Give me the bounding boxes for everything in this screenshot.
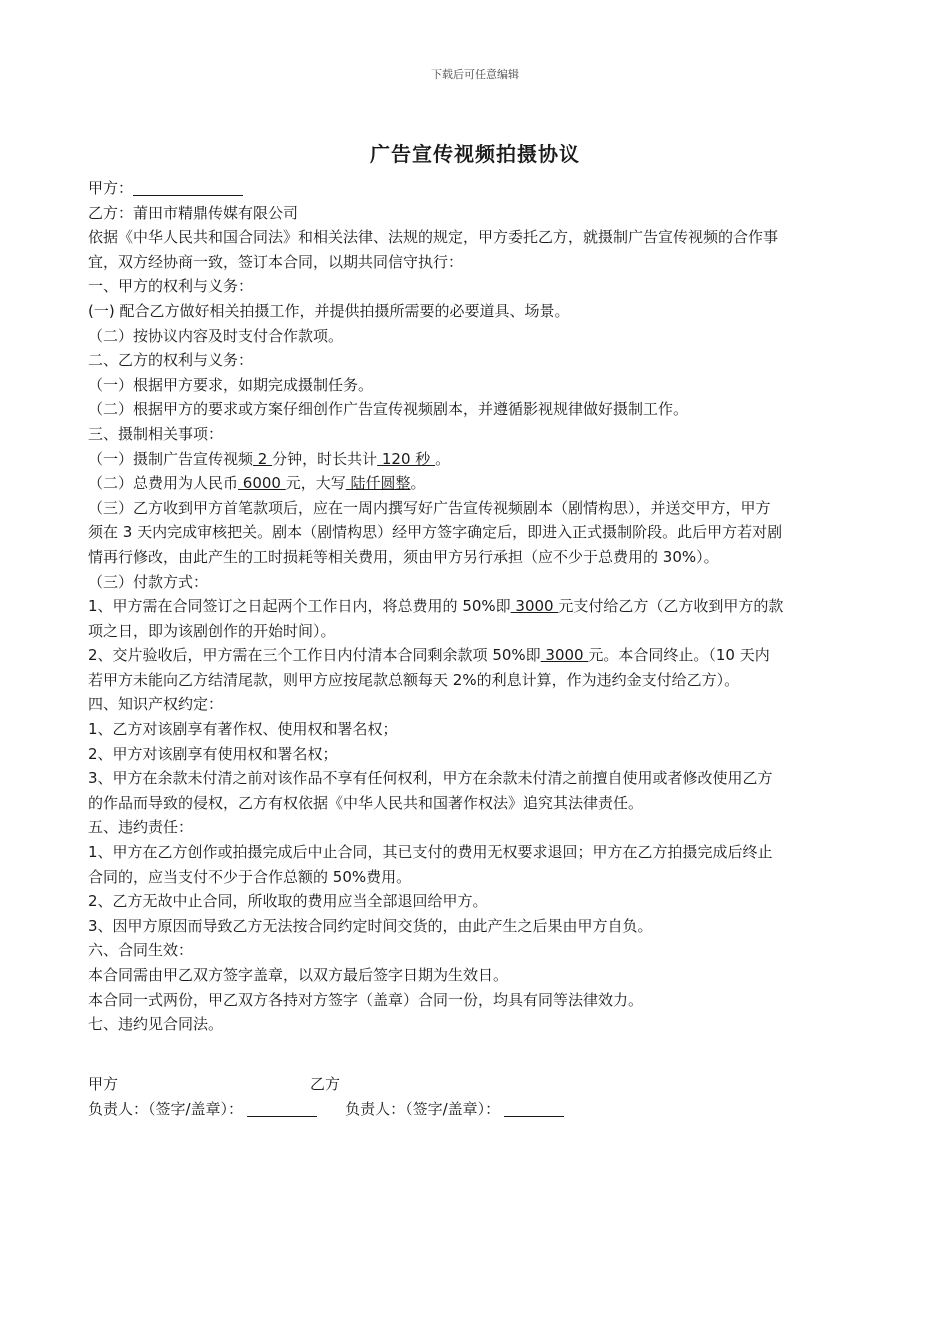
signature-persons <box>88 1097 564 1121</box>
payment-1-line-1 <box>88 594 863 619</box>
total-fee: 6000 <box>238 474 286 493</box>
text: 元，大写 <box>285 474 346 493</box>
party-a-line <box>88 176 863 201</box>
party-a-blank <box>133 179 243 196</box>
text: 1、甲方需在合同签订之日起两个工作日内，将总费用的 50%即 <box>88 597 511 616</box>
section-3-item-3-line-1: （三）乙方收到甲方首笔款项后，应在一周内撰写好广告宣传视频剧本（剧情构思），并送交甲方，甲方 <box>88 498 771 517</box>
video-duration: 120 秒 <box>377 449 436 468</box>
intro-line-1: 依据《中华人民共和国合同法》和相关法律、法规的规定，甲方委托乙方，就摄制广告宣传视频的合作事 <box>88 228 779 247</box>
section-4-title: 四、知识产权约定： <box>88 695 224 714</box>
section-2-title: 二、乙方的权利与义务： <box>88 351 254 370</box>
section-5-title: 五、违约责任： <box>88 818 194 837</box>
text: 。 <box>410 474 426 493</box>
text: （二）总费用为人民币 <box>88 474 239 493</box>
payment-2-line-2: 若甲方未能向乙方结清尾款，则甲方应按尾款总额每天 2%的利息计算，作为违约金支付给乙方）。 <box>88 670 740 689</box>
section-4-item-3-line-2: 的作品而导致的侵权，乙方有权依据《中华人民共和国著作权法》追究其法律责任。 <box>88 793 644 812</box>
payment-2-line-1 <box>88 643 863 668</box>
contract-body <box>88 176 863 1037</box>
section-3-title: 三、摄制相关事项： <box>88 424 224 443</box>
signature-party-b: 乙方 <box>310 1075 341 1093</box>
section-3-item-3-line-3: 情再行修改，由此产生的工时损耗等相关费用，须由甲方另行承担（应不少于总费用的 30%）。 <box>88 547 719 566</box>
first-payment-amount: 3000 <box>510 597 559 616</box>
section-5-item-2: 2、乙方无故中止合同，所收取的费用应当全部退回给甲方。 <box>88 892 488 911</box>
section-4-item-2: 2、甲方对该剧享有使用权和署名权； <box>88 744 338 763</box>
signature-person-a: 负责人：（签字/盖章）： <box>88 1100 244 1118</box>
signature-a-blank <box>247 1100 317 1117</box>
section-3-item-1 <box>88 447 863 472</box>
text: 2、交片验收后，甲方需在三个工作日内付清本合同剩余款项 50%即 <box>88 646 541 665</box>
section-5-item-1-line-1: 1、甲方在乙方创作或拍摄完成后中止合同，其已支付的费用无权要求退回；甲方在乙方拍摄完成后终止 <box>88 843 773 862</box>
section-1-item-2: （二）按协议内容及时支付合作款项。 <box>88 326 344 345</box>
total-fee-uppercase: 陆仟圆整 <box>345 474 411 493</box>
section-7-title: 七、违约见合同法。 <box>88 1015 224 1034</box>
payment-title: （三）付款方式： <box>88 572 209 591</box>
signature-person-b: 负责人：（签字/盖章）： <box>345 1100 501 1118</box>
section-2-item-2: （二）根据甲方的要求或方案仔细创作广告宣传视频剧本，并遵循影视规律做好摄制工作。 <box>88 400 689 419</box>
intro-line-2: 宜，双方经协商一致，签订本合同，以期共同信守执行： <box>88 252 464 271</box>
text: 元支付给乙方（乙方收到甲方的款 <box>558 597 784 616</box>
final-payment-amount: 3000 <box>540 646 589 665</box>
signature-b-blank <box>504 1100 564 1117</box>
document-title: 广告宣传视频拍摄协议 <box>370 142 580 166</box>
section-6-item-1: 本合同需由甲乙双方签字盖章，以双方最后签字日期为生效日。 <box>88 966 509 984</box>
text: （一）摄制广告宣传视频 <box>88 449 254 468</box>
section-4-item-1: 1、乙方对该剧享有著作权、使用权和署名权； <box>88 720 398 739</box>
section-6-title: 六、合同生效： <box>88 941 194 960</box>
signature-party-a: 甲方 <box>88 1075 119 1093</box>
section-2-item-1: （一）根据甲方要求，如期完成摄制任务。 <box>88 375 374 394</box>
text: 分钟，时长共计 <box>272 449 378 468</box>
text: 。 <box>435 449 451 468</box>
payment-1-line-2: 项之日，即为该剧创作的开始时间）。 <box>88 621 336 640</box>
section-5-item-3: 3、因甲方原因而导致乙方无法按合同约定时间交货的，由此产生之后果由甲方自负。 <box>88 916 653 935</box>
party-a-label: 甲方： <box>88 179 134 197</box>
section-3-item-2 <box>88 471 863 496</box>
signature-parties <box>88 1072 341 1096</box>
video-minutes: 2 <box>253 449 273 468</box>
text: 元。本合同终止。（10 天内 <box>588 646 770 665</box>
section-1-title: 一、甲方的权利与义务： <box>88 277 254 296</box>
section-5-item-1-line-2: 合同的，应当支付不少于合作总额的 50%费用。 <box>88 867 412 886</box>
section-4-item-3-line-1: 3、甲方在余款未付清之前对该作品不享有任何权利，甲方在余款未付清之前擅自使用或者修改使用乙方 <box>88 769 773 788</box>
section-1-item-1: (一) 配合乙方做好相关拍摄工作，并提供拍摄所需要的必要道具、场景。 <box>88 301 570 320</box>
section-3-item-3-line-2: 须在 3 天内完成审核把关。剧本（剧情构思）经甲方签字确定后，即进入正式摄制阶段。此后甲方若对剧 <box>88 523 783 542</box>
party-b-line: 乙方：莆田市精鼎传媒有限公司 <box>88 203 299 222</box>
section-6-item-2: 本合同一式两份，甲乙双方各持对方签字（盖章）合同一份，均具有同等法律效力。 <box>88 990 644 1009</box>
header-note: 下载后可任意编辑 <box>431 68 519 81</box>
